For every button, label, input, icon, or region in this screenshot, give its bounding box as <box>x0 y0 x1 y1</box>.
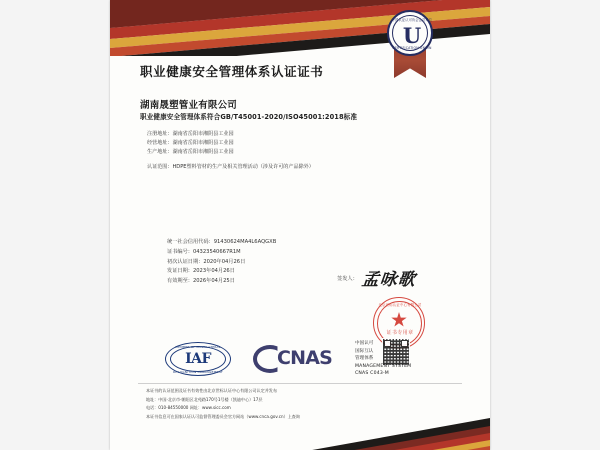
seal-bottom-text: 证书专用章 <box>386 330 414 336</box>
footer-line-4: 本证书信息可在国家认证认可监督管理委员会官方网站（www.cnca.gov.cn）上查询 <box>146 413 300 419</box>
footer-line-2: 地址：中国·北京市·朝阳区北苑路170号1号楼（凯迪中心）17层 <box>146 396 263 402</box>
initial-certification-date: 初次认证日期：2020年04月26日 <box>167 258 246 265</box>
footer-divider <box>138 383 462 384</box>
iaf-acronym: IAF <box>185 351 211 367</box>
company-name: 湖南晟塑管业有限公司 <box>140 100 238 111</box>
cnas-caption-line-1: 中国认可 <box>355 341 374 346</box>
certification-scope: 认证范围：HDPE塑料管材的生产及相关管理活动（涉及许可的产品除外） <box>147 164 314 170</box>
emblem-arc-bottom-text: CERTIFICATION UNION <box>392 46 432 50</box>
iaf-arc-bottom-text: RECOGNITION ARRANGEMENT <box>173 369 223 374</box>
certificate-paper <box>110 0 490 450</box>
cnas-caption-line-3: 管理体系 <box>355 356 374 362</box>
cnas-acronym: CNAS <box>277 347 333 369</box>
certificate-details-block <box>167 238 276 287</box>
page-margin-right <box>490 0 600 450</box>
certificate-content <box>110 0 490 450</box>
cnas-logo-icon <box>253 345 339 373</box>
signer-label: 签发人： <box>337 276 358 282</box>
cnas-caption <box>355 340 411 378</box>
expiry-date: 有效期至：2026年04月25日 <box>167 278 235 285</box>
seal-top-text: 北京世标认证中心有限公司 <box>378 303 422 307</box>
footer-block <box>146 387 300 421</box>
production-address: 生产地址：湖南省岳阳市湘阴县工业园 <box>147 149 234 156</box>
cnas-caption-line-2: 国际互认 <box>355 348 374 354</box>
signature: 孟咏歌 <box>360 270 417 290</box>
accreditation-logos <box>165 340 412 382</box>
certificate-title: 职业健康安全管理体系认证证书 <box>140 64 324 79</box>
registered-address: 注册地址：湖南省岳阳市湘阴县工业园 <box>147 131 234 137</box>
iaf-logo-icon <box>165 342 231 376</box>
address-block <box>147 130 234 158</box>
issue-date: 发证日期：2023年04月26日 <box>167 268 235 275</box>
unified-credit-code: 统一社会信用代码：91430624MA4L6AQGXB <box>167 239 277 245</box>
seal-star-icon <box>391 312 407 328</box>
operating-address: 经营地址：湖南省岳阳市湘阴县工业园 <box>147 140 234 147</box>
standard-conformance-line: 职业健康安全管理体系符合GB/T45001-2020/ISO45001:2018标准 <box>140 113 358 121</box>
cnas-caption-en: MANAGEMENT SYSTEM <box>355 363 412 369</box>
certificate-number: 证书编号：04323540667R1M <box>167 248 241 255</box>
footer-line-3: 电话：010-84550000 网址：www.sicc.com <box>146 405 231 411</box>
emblem-letter: U <box>402 22 422 48</box>
iaf-arc-top-text: MEMBER OF MULTILATERAL <box>175 345 221 349</box>
page-margin-left <box>0 0 110 450</box>
cnas-registration-number: CNAS C043-M <box>355 371 389 377</box>
footer-line-1: 本证书的认证范围及证书有效性由北京世标认证中心有限公司认定并发布 <box>146 388 277 393</box>
emblem-arc-top-text: 中国认证认可协会会员单位 <box>391 18 433 22</box>
